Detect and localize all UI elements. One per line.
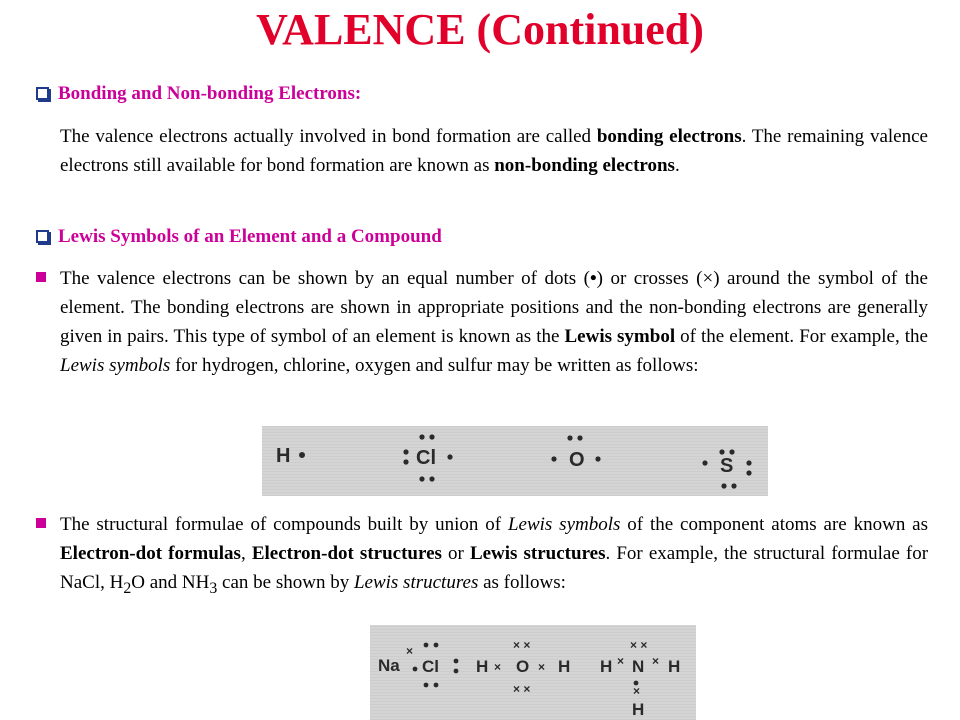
section-heading-lewis bbox=[36, 225, 442, 249]
term-bonding-electrons: bonding electrons bbox=[596, 126, 742, 147]
symbol-h-right: H bbox=[558, 657, 571, 676]
symbol-na: Na bbox=[378, 656, 400, 675]
term-electron-dot-formulas: Electron-dot formulas bbox=[60, 543, 241, 564]
svg-text:× ×: × × bbox=[630, 638, 648, 652]
term-electron-dot-structures: Electron-dot structures bbox=[251, 543, 442, 564]
symbol-o: O bbox=[516, 657, 530, 676]
page-title: VALENCE (Continued) bbox=[256, 5, 704, 54]
svg-text:×: × bbox=[538, 660, 546, 674]
section-heading-text: Lewis Symbols of an Element and a Compound bbox=[58, 226, 442, 247]
symbol-h-nh3-left: H bbox=[600, 657, 613, 676]
section-heading-text: Bonding and Non-bonding Electrons: bbox=[58, 83, 362, 104]
symbol-h-left: H bbox=[476, 657, 489, 676]
svg-text:×: × bbox=[652, 654, 660, 668]
square-bullet-icon bbox=[36, 518, 46, 528]
svg-text:×: × bbox=[617, 654, 625, 668]
svg-text:× ×: × × bbox=[513, 638, 531, 652]
svg-text:×: × bbox=[494, 660, 502, 674]
term-lewis-symbol: Lewis symbol bbox=[564, 326, 676, 347]
symbol-h-nh3-bottom: H bbox=[632, 700, 645, 719]
lewis-structures-figure bbox=[370, 625, 696, 720]
svg-text:× ×: × × bbox=[513, 682, 531, 696]
symbol-o: O bbox=[569, 449, 585, 471]
symbol-cl: Cl bbox=[416, 447, 436, 469]
symbol-n: N bbox=[632, 657, 645, 676]
lewis-symbol-paragraph: The valence electrons can be shown by an equal number of dots (•) or crosses (×) around the symbol of the element. The bonding electrons are shown in appropriate positions and the non-bonding electrons are generally given in pairs. This type of symbol of an element is known as the Lewis symbol of the element. For example, the Lewis symbols for hydrogen, chlorine, oxygen and sulfur may be written as follows: bbox=[60, 268, 928, 376]
svg-text:×: × bbox=[633, 684, 641, 698]
term-non-bonding-electrons: non-bonding electrons bbox=[494, 155, 675, 176]
symbol-h-nh3-right: H bbox=[668, 657, 681, 676]
symbol-cl: Cl bbox=[422, 657, 439, 676]
bonding-paragraph: The valence electrons actually involved in bond formation are called bonding electrons. The remaining valence electrons still available for bond formation are known as non-bonding electrons. bbox=[60, 126, 928, 176]
term-lewis-structures: Lewis structures bbox=[469, 543, 606, 564]
lewis-symbols-figure bbox=[262, 426, 768, 496]
square-bullet-icon bbox=[36, 272, 46, 282]
lewis-structure-paragraph: The structural formulae of compounds built by union of Lewis symbols of the component atoms are known as Electron-dot formulas, Electron-dot structures or Lewis structures. For example, the structural formulae for NaCl, $H_2O$ and $NH_3$ can be shown by Lewis structures as follows: bbox=[60, 514, 929, 597]
checkbox-bullet-icon bbox=[36, 87, 49, 100]
symbol-h: H bbox=[276, 445, 291, 467]
svg-text:×: × bbox=[406, 644, 414, 658]
checkbox-bullet-icon bbox=[36, 230, 49, 243]
symbol-s: S bbox=[720, 455, 734, 477]
section-heading-bonding bbox=[36, 82, 361, 106]
